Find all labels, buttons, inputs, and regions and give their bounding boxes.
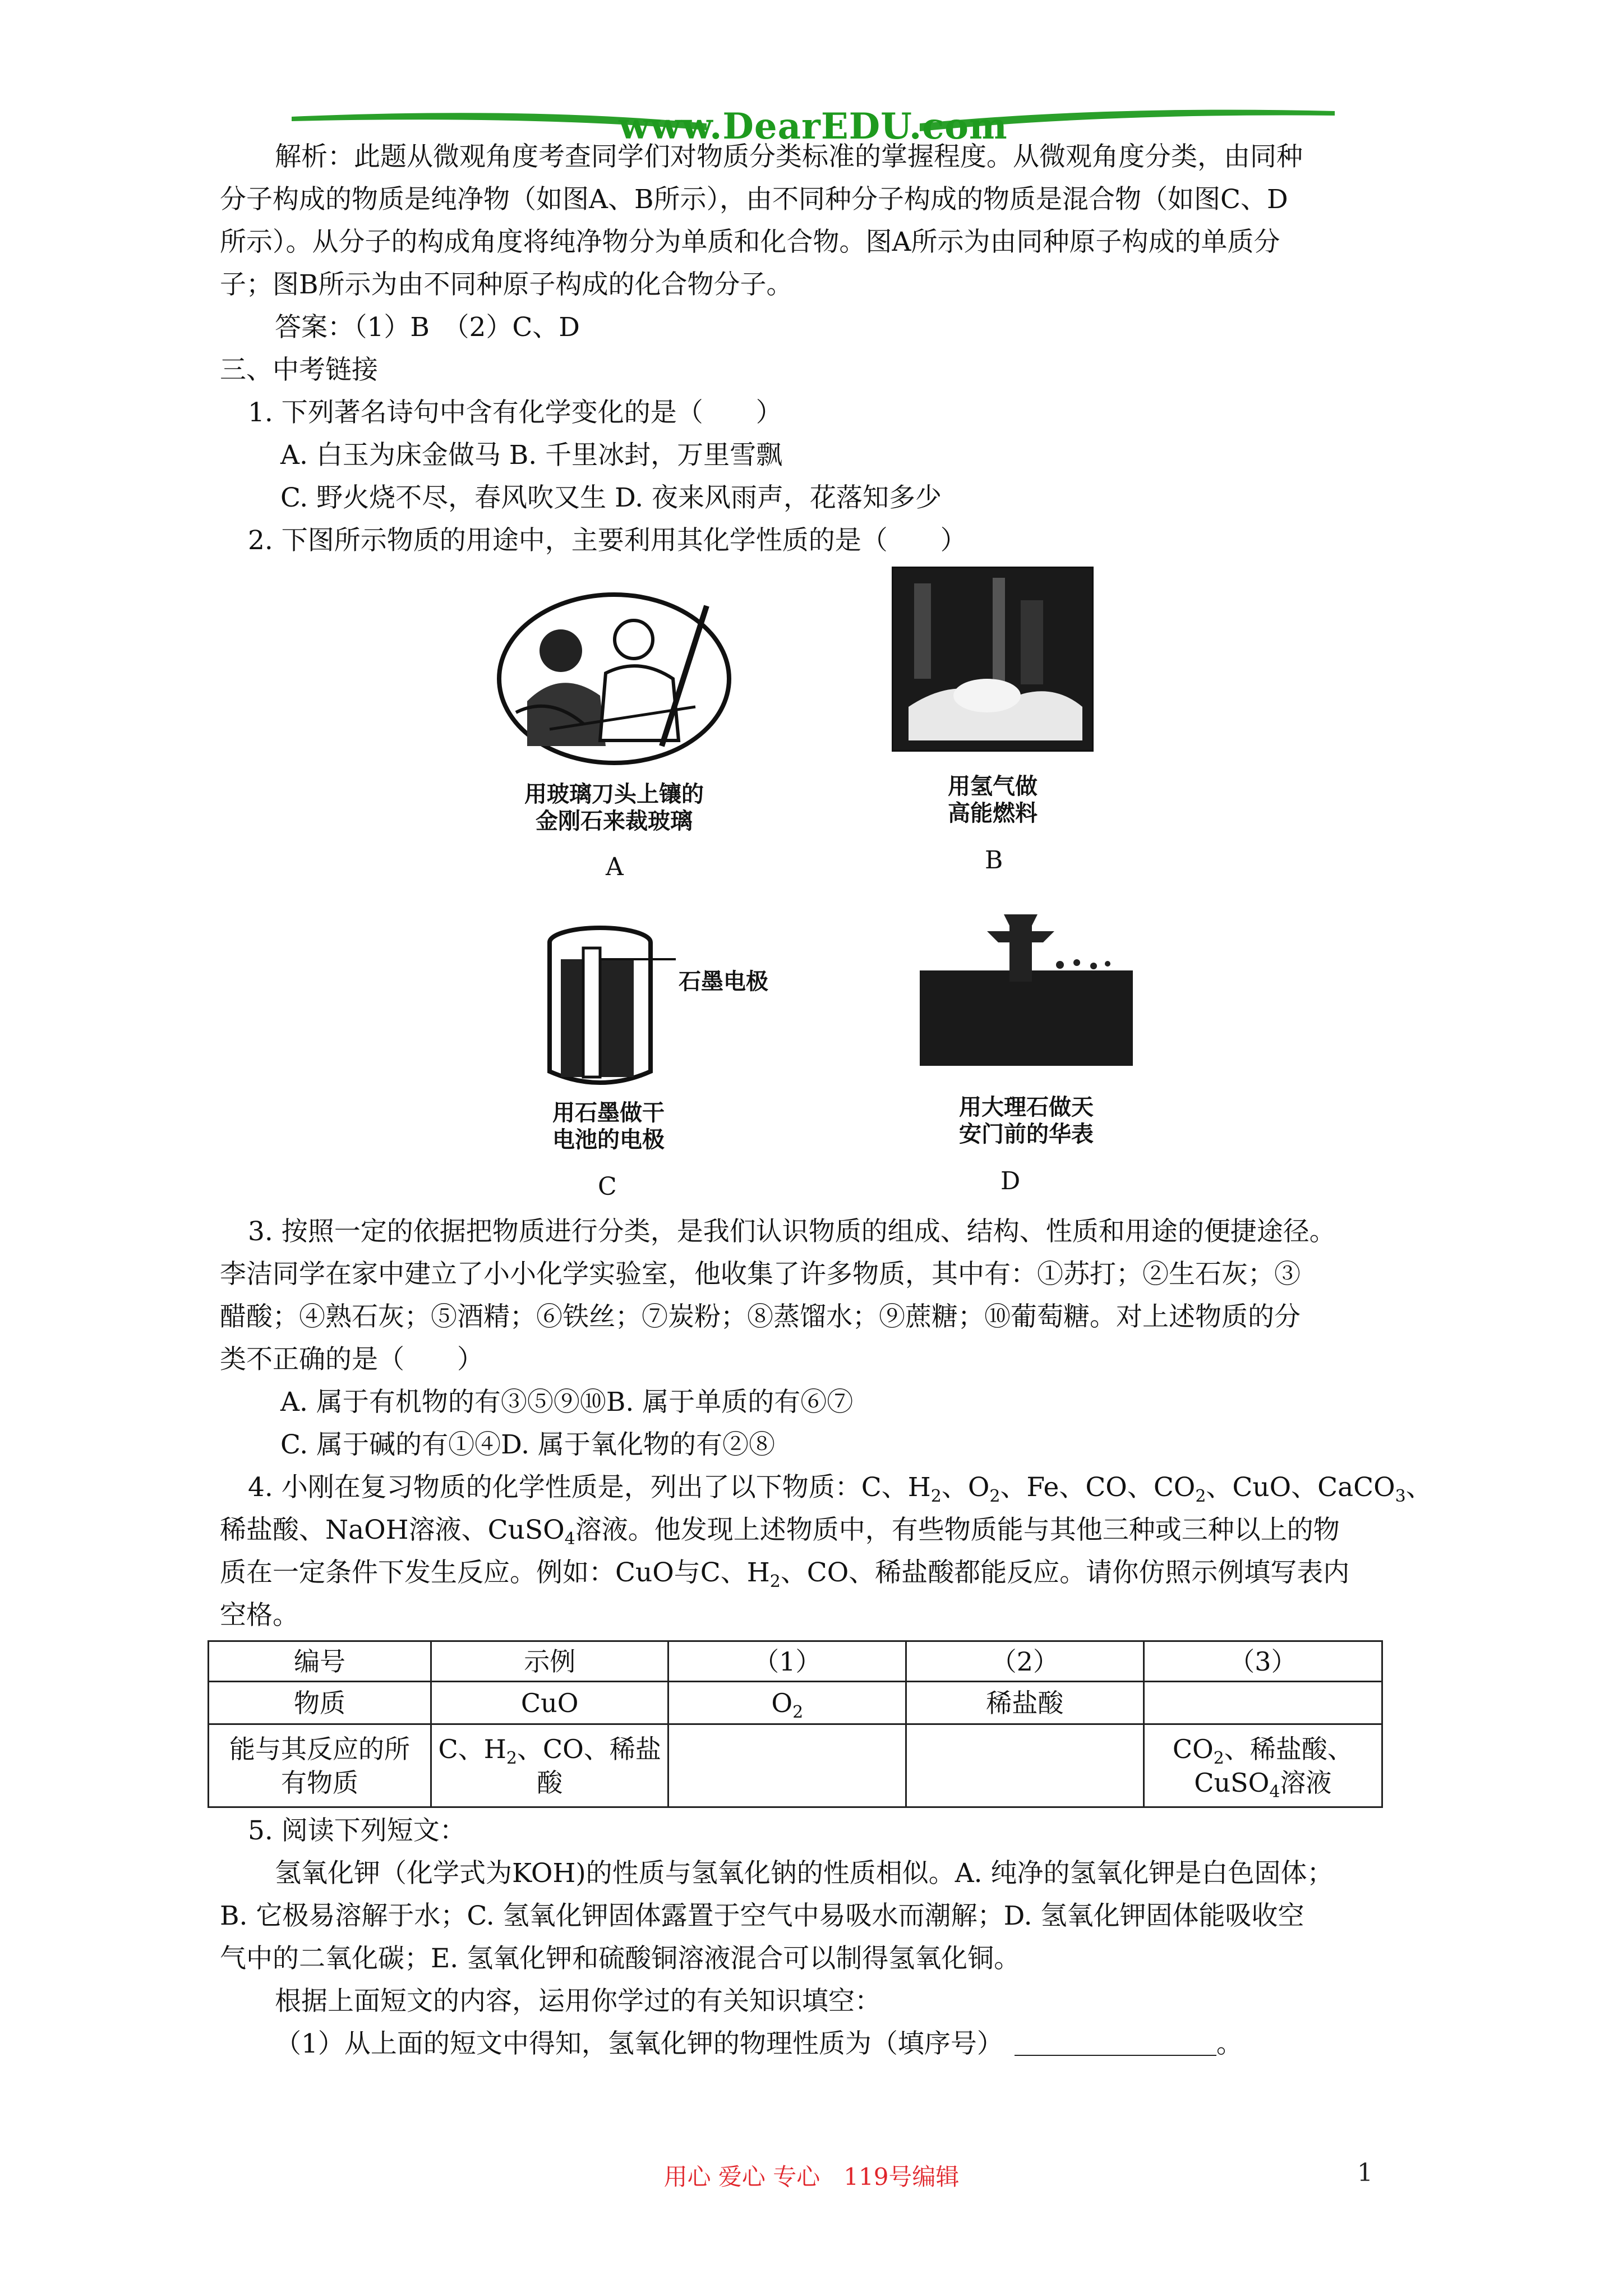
analysis-line-4: 子；图B所示为由不同种原子构成的化合物分子。 — [220, 269, 793, 300]
table-row-substance — [209, 1682, 1382, 1724]
q4-line-1: 4. 小刚在复习物质的化学性质是，列出了以下物质：C、$H_2$、$O_2$、Fe、CO、$CO_2$、CuO、CaCO$_3$、 — [248, 1472, 1432, 1506]
table-header-row — [209, 1641, 1382, 1682]
figure-d-letter: D — [1000, 1167, 1021, 1195]
figure-a-caption-1: 用玻璃刀头上镶的 — [524, 781, 704, 807]
page-footer: 用心 爱心 专心 119号编辑 — [663, 2163, 960, 2191]
header-cell-1: （1） — [668, 1641, 906, 1682]
figure-d-caption-1: 用大理石做天 — [959, 1094, 1094, 1120]
section-title: 三、中考链接 — [220, 355, 378, 385]
analysis-line-1: 解析：此题从微观角度考查同学们对物质分类标准的掌握程度。从微观角度分类，由同种 — [275, 141, 1303, 172]
header-cell-number: 编号 — [209, 1641, 431, 1682]
marble-column-image — [920, 909, 1133, 1077]
figure-c-caption-2: 电池的电极 — [552, 1127, 665, 1153]
q2-stem: 2. 下图所示物质的用途中，主要利用其化学性质的是（ ） — [248, 525, 967, 556]
figure-c-caption-1: 用石墨做干 — [552, 1100, 665, 1126]
header-cell-example: 示例 — [431, 1641, 668, 1682]
q3-line-3: 醋酸；④熟石灰；⑤酒精；⑥铁丝；⑦炭粉；⑧蒸馏水；⑨蔗糖；⑩葡萄糖。对上述物质的分 — [220, 1301, 1301, 1332]
q3-options-ab: A. 属于有机物的有③⑤⑨⑩B. 属于单质的有⑥⑦ — [280, 1387, 854, 1418]
cell-example-reactants: C、$H_2$、CO、稀盐 酸 — [431, 1724, 668, 1807]
q3-options-cd: C. 属于碱的有①④D. 属于氧化物的有②⑧ — [280, 1429, 776, 1460]
figure-b-letter: B — [985, 846, 1003, 875]
cell-1-reactants[interactable] — [668, 1724, 906, 1807]
q5-passage-line-2: B. 它极易溶解于水；C. 氢氧化钾固体露置于空气中易吸水而潮解；D. 氢氧化钾固体能吸收空 — [220, 1901, 1304, 1931]
site-logo: www.DearEDU.com — [619, 105, 1008, 148]
q1-stem: 1. 下列著名诗句中含有化学变化的是（ ） — [248, 397, 782, 428]
q5-passage-line-1: 氢氧化钾（化学式为KOH)的性质与氢氧化钠的性质相似。A. 纯净的氢氧化钾是白色固体； — [275, 1858, 1334, 1889]
rocket-launch-image — [892, 567, 1094, 752]
header-cell-2: （2） — [906, 1641, 1144, 1682]
figure-a-letter: A — [606, 853, 624, 881]
figure-b-caption-1: 用氢气做 — [948, 774, 1038, 799]
cell-3-substance[interactable] — [1144, 1682, 1382, 1724]
analysis-line-3: 所示）。从分子的构成角度将纯净物分为单质和化合物。图A所示为由同种原子构成的单质分 — [220, 227, 1280, 257]
figure-d — [920, 909, 1133, 1079]
q4-line-4: 空格。 — [220, 1600, 299, 1631]
reaction-table — [208, 1640, 1383, 1808]
q5-question-1: （1）从上面的短文中得知，氢氧化钾的物理性质为（填序号） 。 — [275, 2028, 1243, 2059]
cell-example-substance: CuO — [431, 1682, 668, 1724]
q3-line-1: 3. 按照一定的依据把物质进行分类，是我们认识物质的组成、结构、性质和用途的便捷途径。 — [248, 1216, 1336, 1247]
q5-instruction: 根据上面短文的内容，运用你学过的有关知识填空： — [275, 1986, 881, 2017]
figure-c — [538, 920, 679, 1102]
page-number: 1 — [1357, 2159, 1373, 2187]
q5-passage-line-3: 气中的二氧化碳；E. 氢氧化钾和硫酸铜溶液混合可以制得氢氧化铜。 — [220, 1943, 1021, 1974]
answer-blank[interactable] — [1015, 2030, 1216, 2056]
cell-1-substance: $O_2$ — [668, 1682, 906, 1724]
q1-options-cd: C. 野火烧不尽，春风吹又生 D. 夜来风雨声，花落知多少 — [280, 482, 942, 513]
figure-a-caption-2: 金刚石来裁玻璃 — [536, 808, 693, 834]
figure-a — [494, 583, 735, 771]
q4-line-2: 稀盐酸、NaOH溶液、CuSO$_4$溶液。他发现上述物质中，有些物质能与其他三种或三种以上的物 — [220, 1515, 1340, 1549]
analysis-line-2: 分子构成的物质是纯净物（如图A、B所示），由不同种分子构成的物质是混合物（如图C、D — [220, 184, 1288, 215]
figure-d-caption-2: 安门前的华表 — [959, 1121, 1094, 1147]
table-row-reactants — [209, 1724, 1382, 1807]
q3-line-4: 类不正确的是（ ） — [220, 1344, 483, 1375]
cell-3-reactants: $CO_2$、稀盐酸、 CuSO$_4$溶液 — [1144, 1724, 1382, 1807]
header-cell-3: （3） — [1144, 1641, 1382, 1682]
graphite-electrode-label: 石墨电极 — [679, 969, 768, 995]
dry-battery-image — [538, 920, 679, 1099]
cell-2-substance: 稀盐酸 — [906, 1682, 1144, 1724]
figure-c-letter: C — [598, 1172, 617, 1201]
q1-options-ab: A. 白玉为床金做马 B. 千里冰封，万里雪飘 — [280, 440, 783, 471]
figure-b-caption-2: 高能燃料 — [948, 800, 1038, 826]
row-label-substance: 物质 — [209, 1682, 431, 1724]
glass-cutting-image — [494, 583, 735, 769]
q3-line-2: 李洁同学在家中建立了小小化学实验室，他收集了许多物质，其中有：①苏打；②生石灰；③ — [220, 1259, 1301, 1290]
q4-line-3: 质在一定条件下发生反应。例如：CuO与C、$H_2$、CO、稀盐酸都能反应。请你仿照示例填写表内 — [220, 1557, 1350, 1591]
answer-line: 答案：（1）B （2）C、D — [275, 312, 580, 343]
row-label-reactants: 能与其反应的所 有物质 — [209, 1724, 431, 1807]
figure-b — [892, 567, 1094, 754]
q5-stem: 5. 阅读下列短文： — [248, 1815, 466, 1846]
cell-2-reactants[interactable] — [906, 1724, 1144, 1807]
